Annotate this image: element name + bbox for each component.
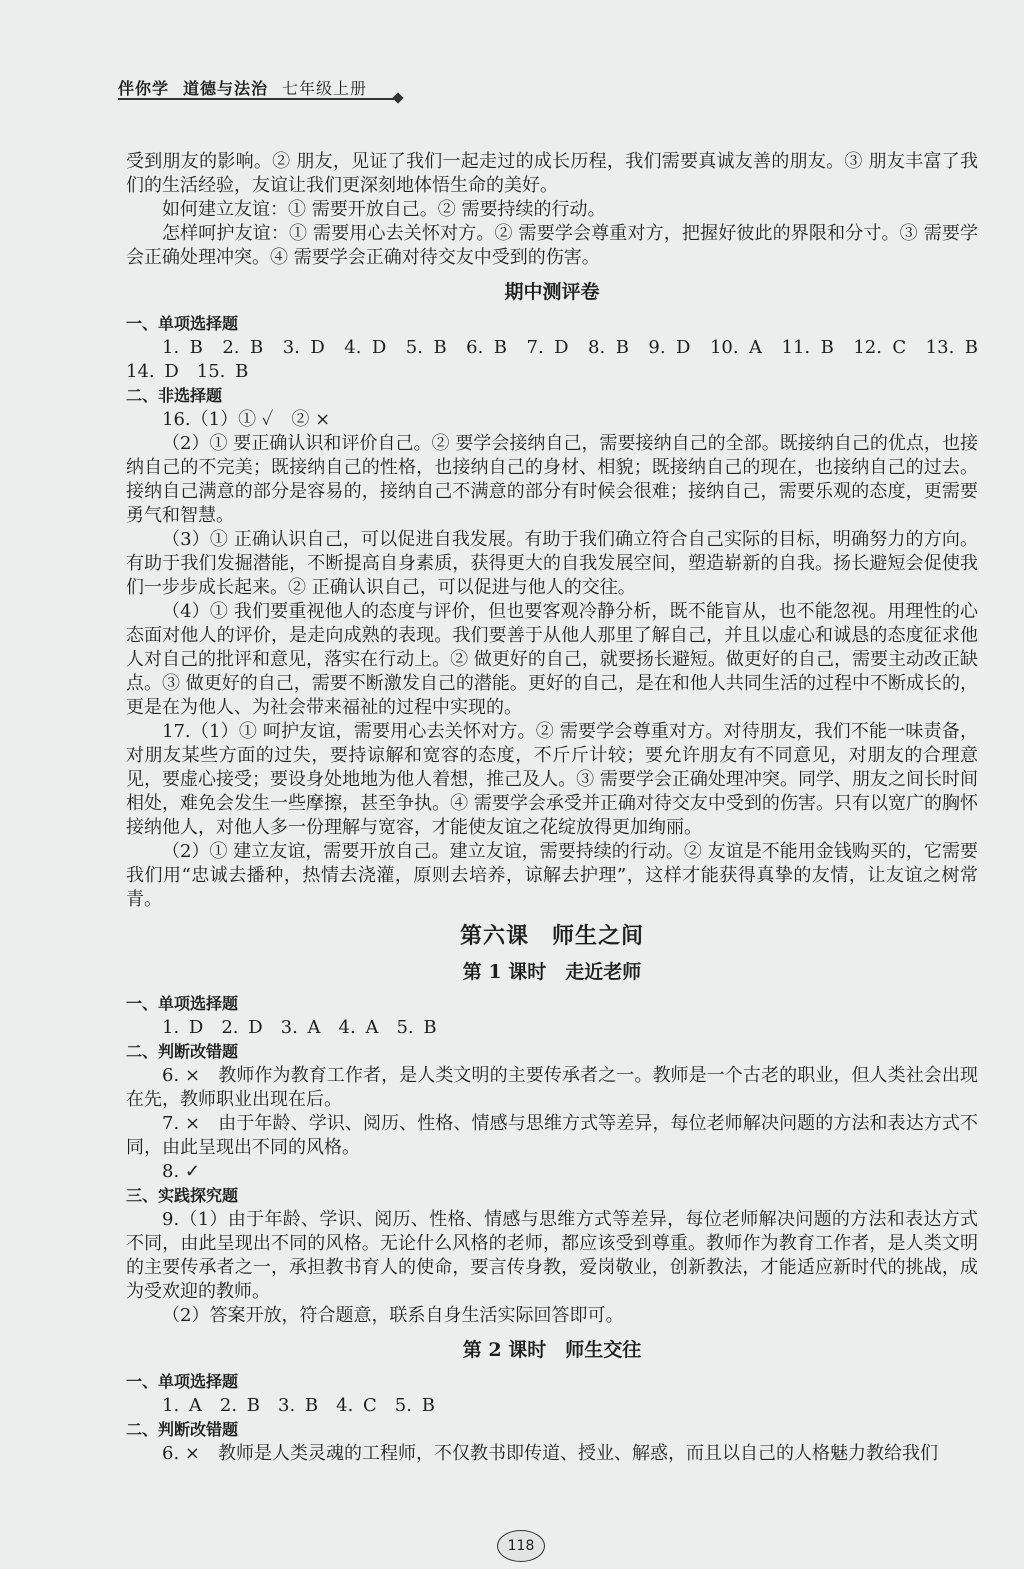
section-heading: 二、判断改错题 [126,1420,239,1439]
paragraph: 如何建立友谊：① 需要开放自己。② 需要持续的行动。 [162,199,606,220]
answer-list: 1. A 2. B 3. B 4. C 5. B [162,1395,435,1416]
section-title-midterm: 期中测评卷 [504,281,600,303]
header-grade: 七年级上册 [282,79,368,98]
paragraph: 受到朋友的影响。② 朋友，见证了我们一起走过的成长历程，我们需要真诚友善的朋友。③ 朋友丰富了我们的生活经验，友谊让我们更深刻地体悟生命的美好。 [126,151,978,196]
answer-list: 1. D 2. D 3. A 4. A 5. B [162,1017,437,1038]
answer-item: 8. ✓ [162,1161,200,1182]
section-heading: 一、单项选择题 [126,1372,239,1391]
answer-item: （2）① 要正确认识和评价自己。② 要学会接纳自己，需要接纳自己的全部。既接纳自己的优点，也接纳自己的不完美；既接纳自己的性格，也接纳自己的身材、相貌；既接纳自己的现在，也接纳自己的过去。接纳自己满意的部分是容易的，接纳自己不满意的部分有时候会很难；接纳自己，需要乐观的态度，更需要勇气和智慧。 [126,433,978,526]
answer-item: （2）答案开放，符合题意，联系自身生活实际回答即可。 [162,1305,624,1326]
answer-item: 16.（1）① ✓ ② × [162,409,331,430]
header-diamond-icon [392,92,403,103]
lesson-title: 第六课 师生之间 [459,923,644,949]
answer-item: 17.（1）① 呵护友谊，需要用心去关怀对方。② 需要学会尊重对方。对待朋友，我们不能一味责备，对朋友某些方面的过失，要持谅解和宽容的态度，不斤斤计较；要允许朋友有不同意见，对朋友的合理意见，要虚心接受；要设身处地地为他人着想，推己及人。③ 需要学会正确处理冲突。同学、朋友之间长时间相处，难免会发生一些摩擦，甚至争执。④ 需要学会承受并正确对待交友中受到的伤害。只有以宽广的胸怀接纳他人，对他人多一份理解与宽容，才能使友谊之花绽放得更加绚丽。 [126,721,978,838]
answer-item: 6. × 教师作为教育工作者，是人类文明的主要传承者之一。教师是一个古老的职业，但人类社会出现在先，教师职业出现在后。 [126,1065,978,1110]
section-heading: 一、单项选择题 [126,314,239,333]
answer-item: （2）① 建立友谊，需要开放自己。建立友谊，需要持续的行动。② 友谊是不能用金钱购买的，它需要我们用“忠诚去播种，热情去浇灌，原则去培养，谅解去护理”，这样才能获得真挚的友情，让友谊之树常青。 [126,841,978,910]
section-heading: 三、实践探究题 [126,1186,239,1205]
page-number: 118 [497,1530,545,1562]
section-heading: 一、单项选择题 [126,994,239,1013]
answer-item: 6. × 教师是人类灵魂的工程师，不仅教书即传道、授业、解惑，而且以自己的人格魅力教给我们 [162,1443,938,1464]
answer-item: （3）① 正确认识自己，可以促进自我发展。有助于我们确立符合自己实际的目标，明确努力的方向。有助于我们发掘潜能，不断提高自身素质，获得更大的自我发展空间，塑造崭新的自我。扬长避短会促使我们一步步成长起来。② 正确认识自己，可以促进与他人的交往。 [126,529,978,598]
header-series: 伴你学 [118,79,170,98]
running-header [118,76,367,99]
section-heading: 二、判断改错题 [126,1042,239,1061]
answer-list: 1. B 2. B 3. D 4. D 5. B 6. B 7. D 8. B 9. D 10. A 11. B 12. C 13. B 14. D 15. B [126,337,996,382]
answer-item: 7. × 由于年龄、学识、阅历、性格、情感与思维方式等差异，每位老师解决问题的方法和表达方式不同，由此呈现出不同的风格。 [126,1113,978,1158]
header-rule [118,98,394,100]
period-title: 第 2 课时 师生交往 [462,1339,642,1361]
answer-item: （4）① 我们要重视他人的态度与评价，但也要客观冷静分析，既不能盲从，也不能忽视。用理性的心态面对他人的评价，是走向成熟的表现。我们要善于从他人那里了解自己，并且以虚心和诚恳的态度征求他人对自己的批评和意见，落实在行动上。② 做更好的自己，就要扬长避短。做更好的自己，需要主动改正缺点。③ 做更好的自己，需要不断激发自己的潜能。更好的自己，是在和他人共同生活的过程中不断成长的，更是在为他人、为社会带来福祉的过程中实现的。 [126,601,978,718]
paragraph: 怎样呵护友谊：① 需要用心去关怀对方。② 需要学会尊重对方，把握好彼此的界限和分寸。③ 需要学会正确处理冲突。④ 需要学会正确对待交友中受到的伤害。 [126,223,978,268]
answer-item: 9.（1）由于年龄、学识、阅历、性格、情感与思维方式等差异，每位老师解决问题的方法和表达方式不同，由此呈现出不同的风格。无论什么风格的老师，都应该受到尊重。教师作为教育工作者，是人类文明的主要传承者之一，承担教书育人的使命，要言传身教，爱岗敬业，创新教法，才能适应新时代的挑战，成为受欢迎的教师。 [126,1209,978,1302]
header-subject: 道德与法治 [183,79,269,98]
period-title: 第 1 课时 走近老师 [462,961,642,983]
page-content [126,150,996,1466]
section-heading: 二、非选择题 [126,386,223,405]
